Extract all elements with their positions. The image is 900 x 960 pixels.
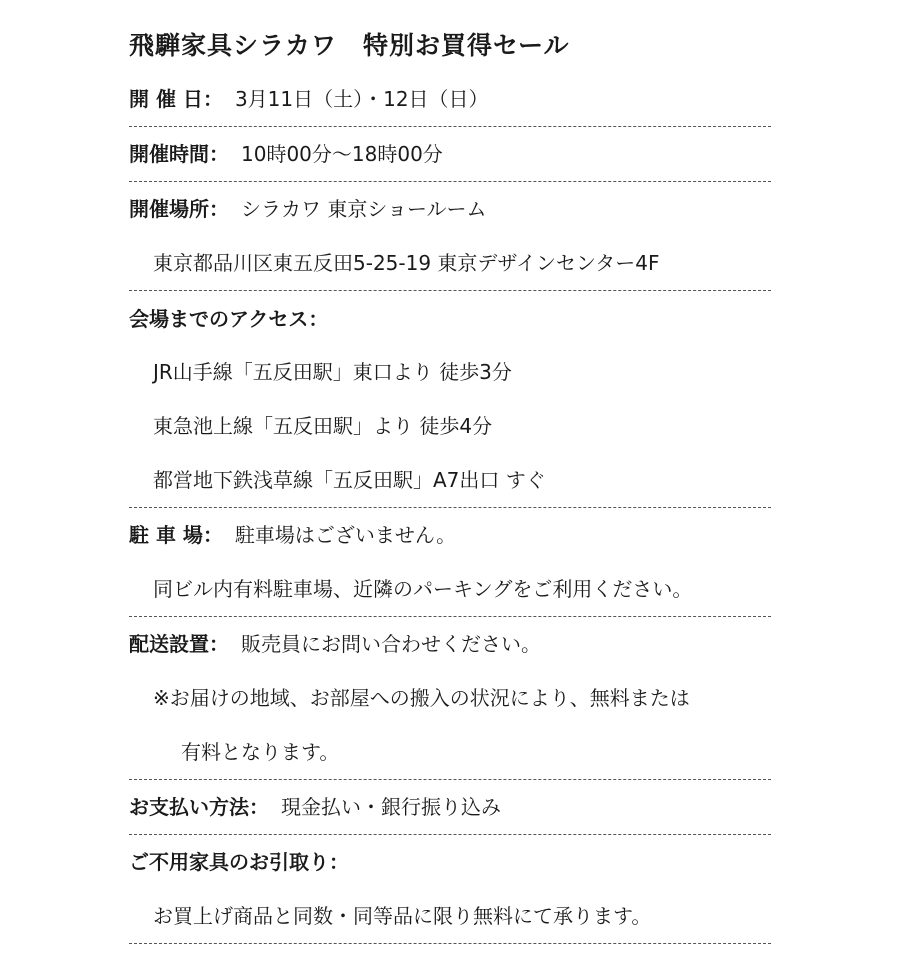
pickup-colon: ： xyxy=(329,850,349,874)
venue-label: 開催場所 xyxy=(129,197,209,221)
payment-row xyxy=(129,780,771,835)
pickup-row xyxy=(129,835,771,889)
delivery-note-continued: 有料となります。 xyxy=(129,725,771,780)
time-value: 10時00分～18時00分 xyxy=(241,142,443,166)
venue-colon: ： xyxy=(209,197,229,221)
delivery-note: ※お届けの地域、お部屋への搬入の状況により、無料または xyxy=(153,686,690,710)
access-row xyxy=(129,291,771,345)
parking-colon: ： xyxy=(202,523,223,547)
pickup-value: お買上げ商品と同数・同等品に限り無料にて承ります。 xyxy=(129,889,771,944)
payment-colon: ： xyxy=(249,795,269,819)
sale-notice xyxy=(129,26,771,944)
delivery-value: 販売員にお問い合わせください。 xyxy=(241,632,541,656)
date-colon: ： xyxy=(202,87,223,111)
access-label: 会場までのアクセス xyxy=(129,307,309,331)
access-colon: ： xyxy=(308,307,329,331)
date-value: 3月11日（土）・12日（日） xyxy=(234,87,489,111)
payment-value: 現金払い・銀行振り込み xyxy=(281,795,501,819)
parking-note: 同ビル内有料駐車場、近隣のパーキングをご利用ください。 xyxy=(129,562,771,617)
time-row xyxy=(129,127,771,182)
access-line: 都営地下鉄浅草線「五反田駅」A7出口 すぐ xyxy=(129,453,771,508)
parking-row xyxy=(129,508,771,562)
delivery-colon: ： xyxy=(209,632,229,656)
page-title: 飛騨家具シラカワ 特別お買得セール xyxy=(129,31,570,60)
parking-value: 駐車場はございません。 xyxy=(234,523,457,547)
date-row xyxy=(129,72,771,127)
parking-label: 駐 車 場 xyxy=(129,523,203,547)
venue-value: シラカワ 東京ショールーム xyxy=(241,197,487,221)
time-colon: ： xyxy=(209,142,229,166)
access-line: JR山手線「五反田駅」東口より 徒歩3分 xyxy=(153,360,512,384)
payment-label: お支払い方法 xyxy=(129,795,249,819)
venue-row xyxy=(129,182,771,236)
delivery-label: 配送設置 xyxy=(129,632,209,656)
date-label: 開 催 日 xyxy=(129,87,203,111)
time-label: 開催時間 xyxy=(129,142,209,166)
access-line: 東急池上線「五反田駅」より 徒歩4分 xyxy=(153,414,493,438)
venue-address: 東京都品川区東五反田5-25-19 東京デザインセンター4F xyxy=(129,236,771,291)
pickup-label: ご不用家具のお引取り xyxy=(129,850,329,874)
delivery-row xyxy=(129,617,771,671)
